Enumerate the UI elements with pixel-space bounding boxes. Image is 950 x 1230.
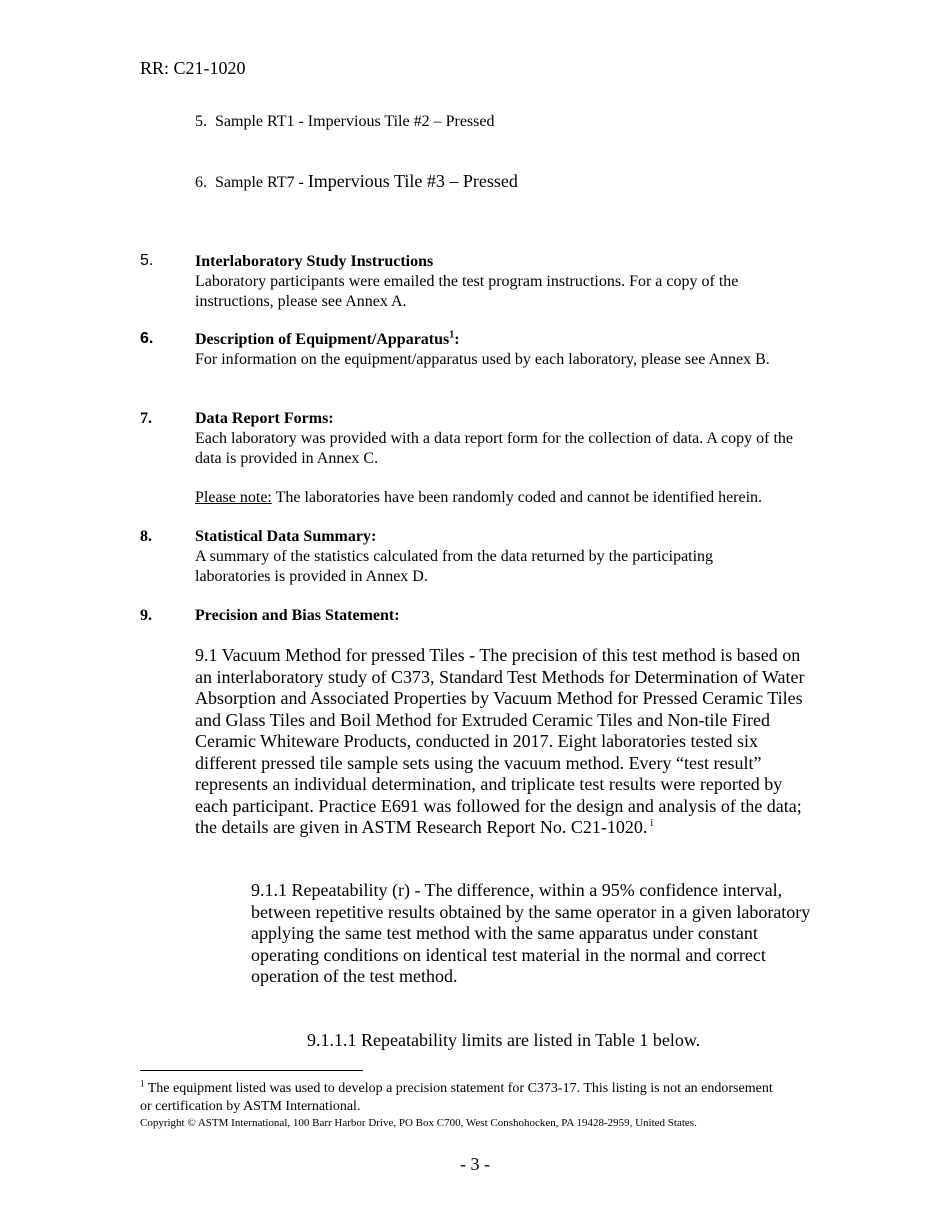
footnote [140, 1080, 780, 1116]
sample-label-prefix: Sample RT7 - [215, 174, 308, 191]
paragraph-9-1-text: 9.1 Vacuum Method for pressed Tiles - The precision of this test method is based on an interlaboratory study of C373, Standard Test Methods for Determination of Water Absorption and Associated Properties by Vacuum Method for Pressed Ceramic Tiles and Glass Tiles and Boil Method for Extruded Ceramic Tiles and Non-tile Fired Ceramic Whiteware Products, conducted in 2017. Eight laboratories tested six different pressed tile sample sets using the vacuum method. Every “test result” represents an individual determination, and triplicate test results were reported by each participant. Practice E691 was followed for the design and analysis of the data; the details are given in ASTM Research Report No. C21-1020. [195, 645, 805, 837]
copyright: Copyright © ASTM International, 100 Barr Harbor Drive, PO Box C700, West Conshohocken, PA 19428-2959, United States. [140, 1117, 697, 1129]
sample-label: Sample RT1 - Impervious Tile #2 – Pressed [215, 113, 495, 130]
section-6-body: For information on the equipment/apparatus used by each laboratory, please see Annex B. [195, 351, 770, 368]
section-8-body: A summary of the statistics calculated from the data returned by the participating laboratories is provided in Annex D. [195, 548, 714, 585]
endnote-ref: i [650, 818, 654, 829]
section-5-title: Interlaboratory Study Instructions [195, 253, 434, 270]
sample-number: 6. [195, 174, 207, 191]
section-9-title: Precision and Bias Statement: [195, 607, 400, 624]
paragraph-9-1 [195, 645, 813, 839]
footnote-divider [140, 1070, 363, 1071]
section-7-note [195, 488, 810, 508]
section-8 [195, 527, 765, 587]
paragraph-9-1-1: 9.1.1 Repeatability (r) - The difference, within a 95% confidence interval, between repetitive results obtained by the same operator in a given laboratory applying the same test method with the same apparatus under constant operating conditions on identical test material in the normal and correct operation of the test method. [251, 880, 811, 986]
sample-item-6 [195, 170, 518, 194]
footnote-marker: 1 [140, 1078, 145, 1089]
report-id: RR: C21-1020 [140, 58, 246, 78]
page-number: - 3 - [460, 1154, 490, 1174]
footnote-ref: 1 [449, 329, 455, 341]
section-7-number: 7. [140, 410, 152, 427]
section-6-title [195, 330, 805, 350]
section-7-body: Each laboratory was provided with a data report form for the collection of data. A copy of the data is provided in Annex C. [195, 430, 794, 467]
section-5 [195, 252, 805, 312]
sample-label-suffix: Impervious Tile #3 – Pressed [307, 171, 518, 191]
section-6-title-text: Description of Equipment/Apparatus [195, 331, 450, 348]
footnote-text: The equipment listed was used to develop a precision statement for C373-17. This listing is not an endorsement or certification by ASTM International. [140, 1081, 773, 1114]
section-9-number: 9. [140, 607, 152, 624]
paragraph-9-1-1-1: 9.1.1.1 Repeatability limits are listed in Table 1 below. [307, 1030, 701, 1050]
note-text: The laboratories have been randomly coded and cannot be identified herein. [271, 489, 763, 506]
note-label: Please note: [195, 489, 272, 506]
section-6-title-colon: : [454, 331, 460, 348]
section-5-body: Laboratory participants were emailed the test program instructions. For a copy of the instructions, please see Annex A. [195, 273, 739, 310]
sample-number: 5. [195, 113, 207, 130]
section-8-number: 8. [140, 528, 152, 545]
section-5-number: 5. [140, 252, 154, 269]
section-8-title: Statistical Data Summary: [195, 528, 377, 545]
section-7 [195, 409, 810, 508]
sample-item-5 [195, 112, 494, 132]
section-6-number: 6. [140, 330, 154, 347]
section-6 [195, 330, 805, 370]
section-7-title: Data Report Forms: [195, 410, 334, 427]
